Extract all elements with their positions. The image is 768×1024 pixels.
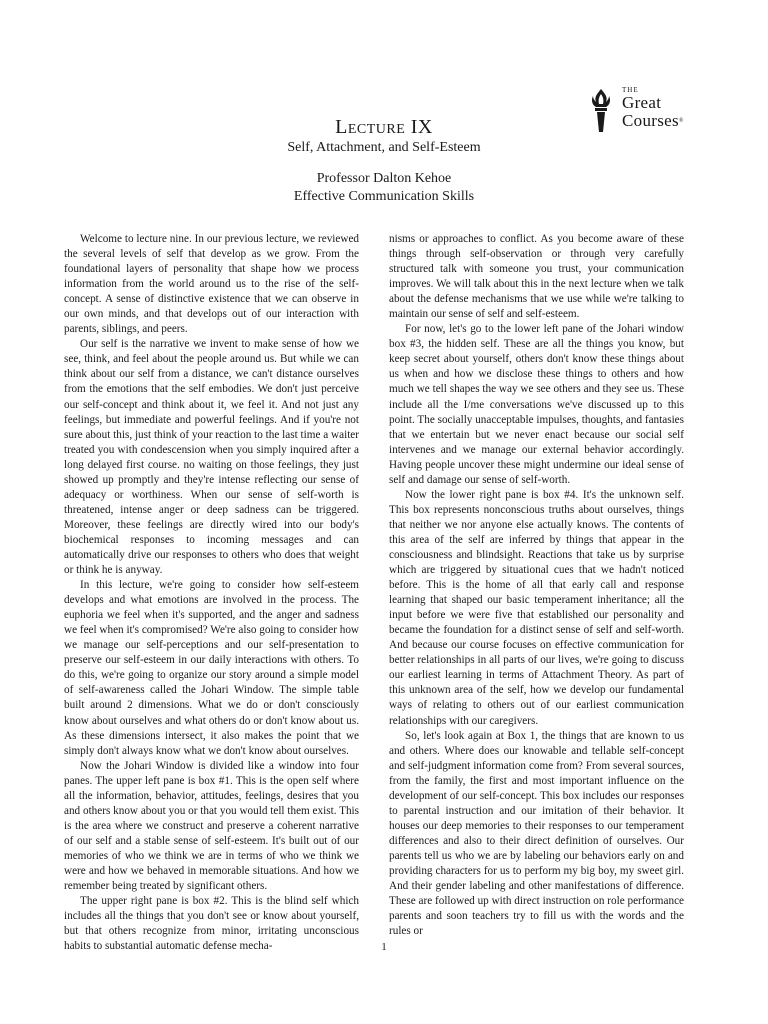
paragraph: Welcome to lecture nine. In our previous lecture, we reviewed the several levels of self that develop as we grow. From the foundational layers of personality that shape how we process information from the world around us to the rise of the self-concept. A sense of distinctive existence that we can observe in our own minds, and that develops out of our interaction with parents, siblings, and peers. [64, 233, 359, 336]
professor-name: Professor Dalton Kehoe [316, 171, 452, 186]
course-name: Effective Communication Skills [293, 189, 475, 204]
logo-courses [622, 112, 684, 130]
right-column [389, 232, 684, 939]
left-column [64, 232, 359, 954]
paragraph: So, let's look again at Box 1, the things that are known to us and others. Where does our knowable and tellable self-concept and self-judgment information come from? From several sources, from the family, the first and most important influence on the development of our self-concept. This box includes our responses to parental instruction and our imitation of their behavior. It houses our deep memories to their responses to our temperament differences and also to their direct definition of ourselves. Our parents tell us who we are by labeling our behaviors early on and providing characters for us to perform my big boy, my sweet girl. And their gender labeling and other manifestations of difference. These are followed up with direct instruction on role performance parents and soon teachers try to fill us with the words and the rules or [389, 729, 684, 938]
paragraph: For now, let's go to the lower left pane of the Johari window box #3, the hidden self. These are all the things you know, but keep secret about yourself, others don't know these things about us when and how we disclose these things to others and how much we tell shapes the way we see others and they see us. These include all the I/me conversations we've discussed up to this point. The socially unacceptable impulses, thoughts, and fantasies that we entertain but we never enact because our social self intervenes and we manage our external behavior accordingly. Having people uncover these might undermine our ideal sense of self and damage our sense of self-worth. [389, 323, 684, 486]
paragraph: nisms or approaches to conflict. As you become aware of these things through self-observation or through very carefully structured talk with someone you trust, your communication improves. We will talk about this in the next lecture when we talk about the defense mechanisms that we use while we're talking to maintain our sense of self and self-esteem. [389, 233, 684, 321]
paragraph: Our self is the narrative we invent to make sense of how we see, think, and feel about the people around us. But while we can think about our self from a distance, we can't distance ourselves from the emotions that the self embodies. We don't just perceive our self-concept and think about it, we feel it. And not just any feelings, but immediate and powerful feelings. And if you're not sure about this, just think of your reaction to the last time a waiter treated you with condescension when you simply inquired after a long delayed first course. no waiting on those feelings, they just showed up promptly and they're intense reflecting our sense of adequacy or worthiness. When our sense of self-worth is threatened, intense anger or deep sadness can be triggered. Moreover, these feelings are directly wired into our body's biochemical responses to incoming messages and can automatically drive our responses to others who does that weight or think he is anyway. [64, 338, 359, 577]
paragraph: The upper right pane is box #2. This is the blind self which includes all the things that you don't see or know about yourself, but that others recognize from minor, irritating unconscious habits to substantial automatic defense mecha- [64, 895, 359, 953]
logo-great: Great [622, 93, 662, 112]
lecture-title: Lecture IX [335, 116, 433, 138]
the-great-courses-logo [590, 86, 720, 136]
page-number: 1 [381, 941, 387, 953]
logo-the: THE [622, 86, 639, 94]
lecture-header [230, 116, 538, 206]
paragraph: Now the lower right pane is box #4. It's the unknown self. This box represents nonconscious truths about ourselves, things that neither we nor anyone else actually knows. The contents of this area of the self are inferred by things that appear in the consciousness and blindsight. Reactions that take us by surprise which are triggered by situational cues that we hadn't noticed before. This is the home of all that early call and response learning that shaped our basic temperament inheritance; all the input before we were five that established our personality and became the foundation for a distinct sense of self and self-worth. And because our course focuses on effective communication for better relationships in all parts of our lives, we're going to discuss our earliest learning in terms of Attachment Theory. As part of this unknown area of the self, how we develop our fundamental ways of relating to others out of our earliest communication relationships with our caregivers. [389, 488, 684, 727]
lecture-subtitle: Self, Attachment, and Self-Esteem [287, 140, 481, 155]
paragraph: Now the Johari Window is divided like a window into four panes. The upper left pane is box #1. This is the open self where all the information, behavior, attitudes, feelings, desires that you and others know about you or that you would tell them exist. This is the area where we construct and preserve a coherent narrative of our self and a stable sense of self-esteem. It's built out of our memories of who we think we are in terms of who we think we were and how we behaved in memorable situations. And how we remember being treated by significant others. [64, 759, 359, 893]
paragraph: In this lecture, we're going to consider how self-esteem develops and what emotions are involved in the process. The euphoria we feel when it's supported, and the anger and sadness we feel when it's compromised? We're also going to consider how we manage our self-perceptions and our self-presentation to preserve our self-esteem in our daily interactions with others. To do this, we're going to organize our story around a simple model of self-awareness called the Johari Window. The simple table built around 2 dimensions. What we do or don't consciously know about ourselves and what others do or don't know about us. As these dimensions intersect, it also makes the point that we simply don't always know what we don't know about ourselves. [64, 579, 359, 757]
logo-courses-text: Courses [622, 111, 679, 130]
torch-icon [590, 88, 612, 134]
logo-registered-mark: ® [678, 118, 684, 124]
